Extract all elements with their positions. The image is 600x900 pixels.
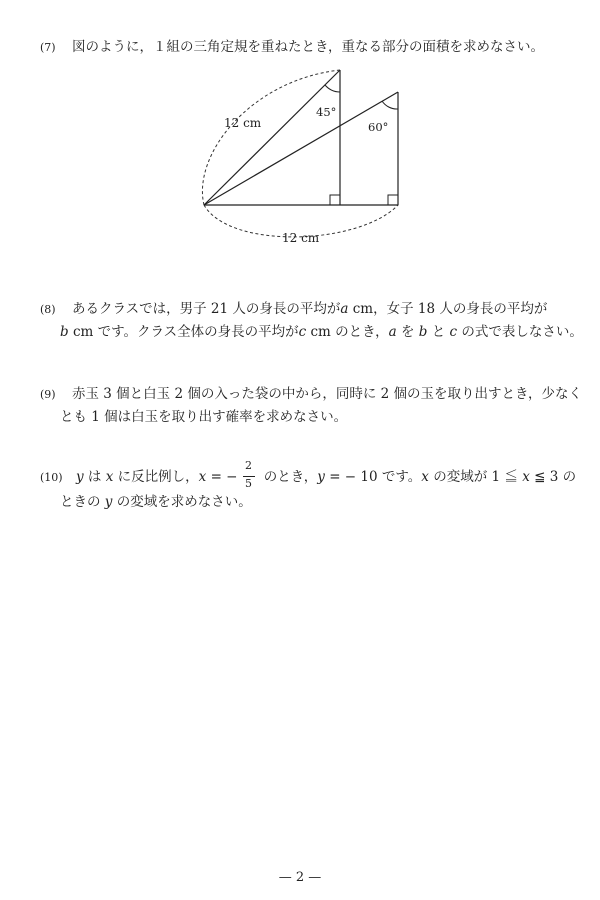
page-number: — 2 — (278, 870, 322, 885)
question-text-line-2: とも 1 個は白玉を取り出す確率を求めなさい。 (60, 409, 348, 425)
question-number: (9) (40, 388, 56, 401)
right-angle-mark-45 (330, 195, 340, 205)
variable-y: y (76, 469, 84, 485)
text-segment: cm，女子 18 人の身長の平均が (348, 301, 548, 317)
question-text-line-1 (76, 459, 577, 490)
text-segment: あるクラスでは，男子 21 人の身長の平均が (72, 301, 341, 317)
fraction-numerator: 2 (245, 459, 252, 472)
variable-y: y (317, 469, 325, 485)
triangle-rulers-figure (190, 60, 420, 250)
question-number: (10) (40, 471, 63, 484)
question-number: (8) (40, 303, 56, 316)
variable-a: a (340, 301, 349, 317)
fraction-denominator: 5 (245, 477, 252, 490)
variable-c: c (449, 324, 458, 340)
text-segment: は (83, 469, 106, 485)
variable-c: c (298, 324, 307, 340)
variable-y: y (104, 494, 113, 510)
text-segment: に反比例し， (113, 469, 199, 485)
text-segment: = − (206, 469, 238, 485)
question-text-line-2 (60, 491, 252, 514)
text-segment: のとき， (259, 469, 318, 485)
text-segment: cm です。クラス全体の身長の平均が (68, 324, 299, 340)
question-text: 図のように，１組の三角定規を重ねたとき，重なる部分の面積を求めなさい。 (72, 39, 544, 55)
text-segment: と (427, 324, 450, 340)
question-text-line-2 (60, 321, 583, 344)
text-segment: を (396, 324, 419, 340)
text-segment: の変域を求めなさい。 (112, 494, 252, 510)
fraction (242, 459, 256, 490)
label-base-length: 12 cm (282, 231, 320, 245)
text-segment: の式で表しなさい。 (457, 324, 583, 340)
text-segment: = − 10 です。 (324, 469, 422, 485)
variable-b: b (418, 324, 428, 340)
question-text-line-1 (72, 298, 547, 321)
label-hypotenuse-length: 12 cm (224, 116, 262, 130)
question-number: (7) (40, 41, 56, 54)
text-segment: の変域が 1 ≦ (428, 469, 523, 485)
text-segment: ときの (60, 494, 105, 510)
variable-x: x (421, 469, 429, 485)
variable-x: x (522, 469, 530, 485)
angle-arc-45 (325, 85, 340, 92)
right-angle-mark-60 (388, 195, 398, 205)
question-text-line-1: 赤玉 3 個と白玉 2 個の入った袋の中から，同時に 2 個の玉を取り出すとき，少なく (72, 386, 582, 402)
text-segment: cm のとき， (306, 324, 389, 340)
variable-x: x (198, 469, 207, 485)
text-segment: ≦ 3 の (529, 469, 577, 485)
variable-a: a (388, 324, 397, 340)
variable-x: x (105, 469, 114, 485)
variable-b: b (60, 324, 69, 340)
label-angle-45: 45° (316, 105, 337, 119)
label-angle-60: 60° (368, 120, 389, 134)
angle-arc-60 (382, 101, 398, 109)
